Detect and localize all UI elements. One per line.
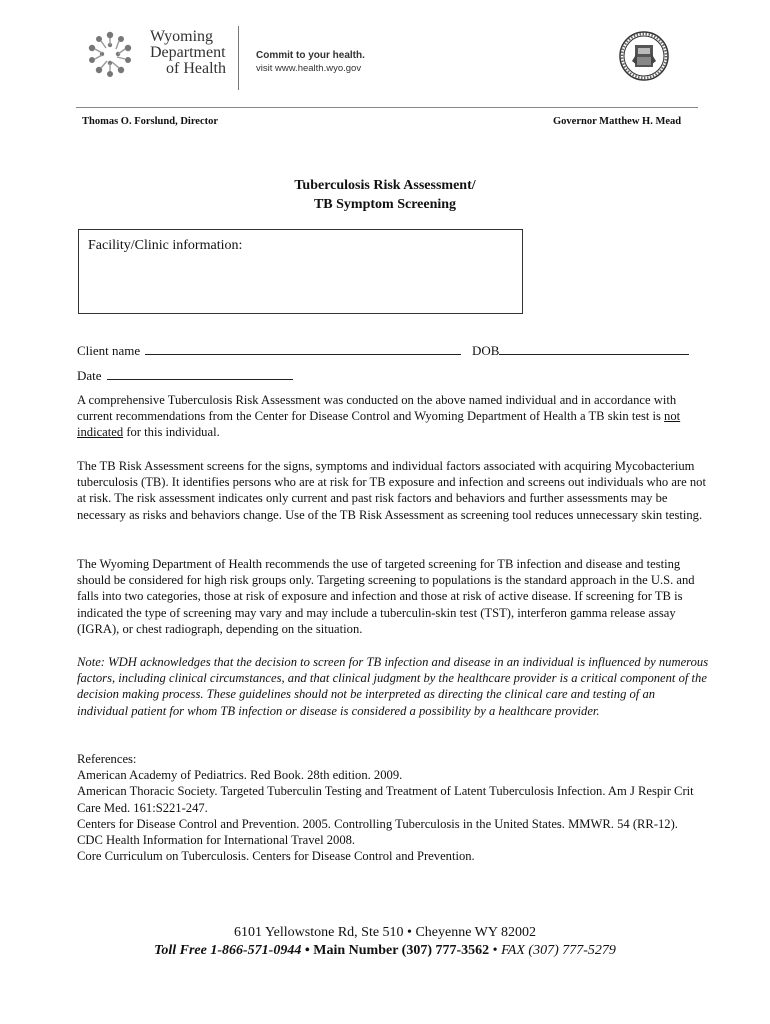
dob-field bbox=[472, 343, 689, 359]
risk-assessment-paragraph: The TB Risk Assessment screens for the signs, symptoms and individual factors associated with acquiring Mycobacterium tuberculosis (TB). It identifies persons who are at risk for TB exposure and infection and screens out individuals who are not at risk. The risk assessment indicates only current and past risk factors and behaviors and further assessments may be necessary as risks and behaviors change. Use of the TB Risk Assessment as screening tool reduces unnecessary skin testing. bbox=[77, 459, 706, 522]
title-line-1: Tuberculosis Risk Assessment/ bbox=[294, 178, 476, 193]
tagline-block bbox=[256, 49, 365, 75]
note-paragraph: Note: WDH acknowledges that the decision to screen for TB infection and disease in an individual is influenced by numerous factors, including clinical circumstances, and that clinical judgment by the healthcare provider is a critical component of the decision making process. These guidelines should not be interpreted as directing the clinical care and testing of an individual patient for whom TB infection or disease is considered a possibility by a healthcare provider. bbox=[77, 655, 709, 718]
facility-label: Facility/Clinic information: bbox=[88, 238, 243, 253]
wdh-logo-wordmark bbox=[150, 29, 226, 77]
recommendation-paragraph: The Wyoming Department of Health recommends the use of targeted screening for TB infection and disease and testing should be considered for high risk groups only. Targeting screening to populations is the standard approach in the U.S. and falls into two categories, those at risk of exposure and infection and those at risk of active disease. If screening for TB is indicated the type of screening may vary and may include a tuberculin-skin test (TST), interferon gamma release assay (IGRA), or chest radiograph, depending on the situation. bbox=[77, 557, 695, 636]
wdh-logo-icon bbox=[84, 28, 136, 80]
title-line-2: TB Symptom Screening bbox=[313, 197, 457, 212]
date-field bbox=[77, 368, 293, 384]
toll-free-number: Toll Free 1-866-571-0944 bbox=[154, 943, 302, 958]
reference-item: Core Curriculum on Tuberculosis. Centers for Disease Control and Prevention. bbox=[77, 849, 475, 864]
client-name-input[interactable] bbox=[145, 343, 461, 355]
footer-phones bbox=[0, 943, 770, 959]
dob-label: DOB bbox=[472, 343, 500, 358]
facility-info-box[interactable] bbox=[78, 229, 523, 314]
assessment-paragraph bbox=[77, 392, 709, 441]
client-name-label: Client name bbox=[77, 343, 141, 358]
header-rule bbox=[76, 107, 698, 108]
reference-item: American Thoracic Society. Targeted Tuberculin Testing and Treatment of Latent Tuberculosis Infection. Am J Respir Crit Care Med. 161:S221-247. bbox=[77, 784, 694, 815]
dob-input[interactable] bbox=[499, 343, 689, 355]
logo-line-3: of Health bbox=[166, 60, 226, 77]
references-heading: References: bbox=[77, 752, 137, 766]
p1-text-b: for this individual. bbox=[123, 425, 220, 440]
reference-item: American Academy of Pediatrics. Red Book. 28th edition. 2009. bbox=[77, 768, 403, 783]
fax-number: FAX (307) 777-5279 bbox=[501, 943, 616, 958]
logo-line-1: Wyoming bbox=[150, 28, 214, 45]
page-title bbox=[0, 176, 770, 214]
p1-text-a: A comprehensive Tuberculosis Risk Assessment was conducted on the above named individual and in accordance with current recommendations from the Center for Disease Control and Wyoming Department of Health a TB skin test is bbox=[77, 393, 677, 424]
footer-address: 6101 Yellowstone Rd, Ste 510 • Cheyenne WY 82002 bbox=[233, 925, 536, 940]
state-seal-icon bbox=[619, 31, 669, 81]
references-section bbox=[77, 751, 717, 864]
reference-item: Centers for Disease Control and Prevention. 2005. Controlling Tuberculosis in the United States. MMWR. 54 (RR-12). bbox=[77, 816, 678, 831]
website-link[interactable]: visit www.health.wyo.gov bbox=[256, 63, 362, 74]
governor-name: Governor Matthew H. Mead bbox=[553, 116, 682, 127]
header-divider bbox=[238, 26, 239, 90]
separator: • bbox=[301, 943, 314, 958]
separator: • bbox=[489, 943, 502, 958]
logo-line-2: Department bbox=[150, 44, 226, 61]
director-name: Thomas O. Forslund, Director bbox=[82, 116, 219, 127]
tagline: Commit to your health. bbox=[256, 50, 365, 61]
reference-item: CDC Health Information for International Travel 2008. bbox=[77, 833, 356, 848]
date-input[interactable] bbox=[107, 368, 293, 380]
date-label: Date bbox=[77, 368, 102, 383]
client-name-field bbox=[77, 343, 461, 359]
not-indicated-text: not indicated bbox=[77, 409, 681, 440]
main-number: Main Number (307) 777-3562 bbox=[313, 943, 490, 958]
